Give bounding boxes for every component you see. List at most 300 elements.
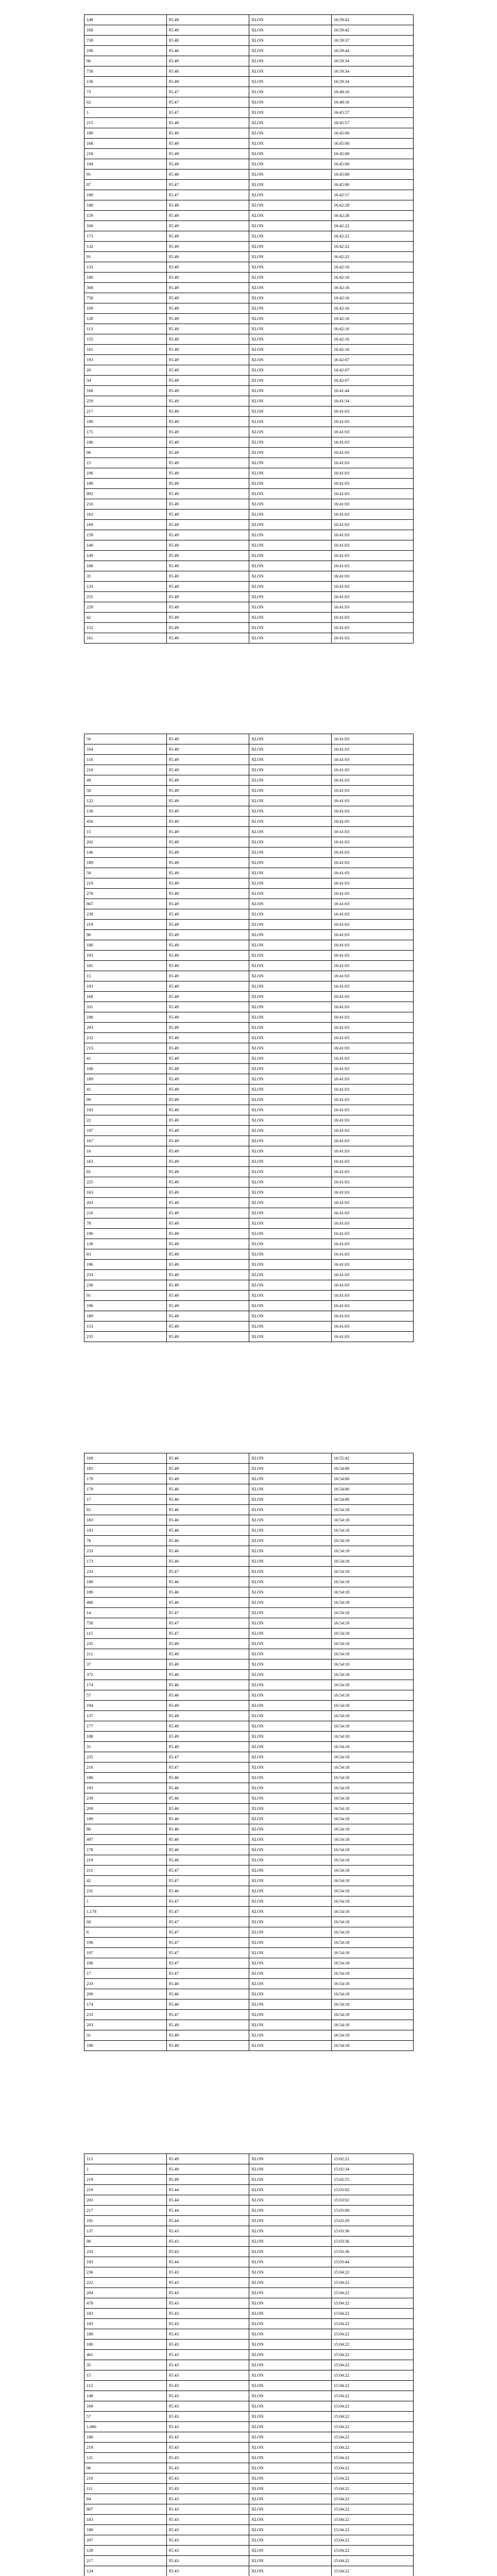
volume-cell: 1,178 bbox=[84, 1907, 167, 1917]
price-cell: ¥5.49 bbox=[167, 25, 249, 36]
venue-cell: XLON bbox=[249, 66, 332, 77]
price-cell: ¥5.49 bbox=[167, 1208, 249, 1218]
time-cell: 16:41:03 bbox=[332, 940, 414, 951]
time-cell: 16:41:03 bbox=[332, 417, 414, 427]
time-cell: 16:41:03 bbox=[332, 1270, 414, 1280]
time-cell: 16:54:18 bbox=[332, 1876, 414, 1886]
price-cell: ¥5.47 bbox=[167, 1567, 249, 1577]
venue-cell: XLON bbox=[249, 159, 332, 170]
venue-cell: XLON bbox=[249, 1146, 332, 1157]
venue-cell: XLON bbox=[249, 1208, 332, 1218]
time-cell: 15:04:22 bbox=[332, 2463, 414, 2473]
price-cell: ¥5.47 bbox=[167, 1608, 249, 1618]
volume-cell: 233 bbox=[84, 1567, 167, 1577]
volume-cell: 180 bbox=[84, 2340, 167, 2350]
time-cell: 16:54:18 bbox=[332, 1969, 414, 1979]
volume-cell: 35 bbox=[84, 2360, 167, 2370]
table-row bbox=[84, 1515, 414, 1526]
price-cell: ¥5.49 bbox=[167, 1115, 249, 1126]
volume-cell: 163 bbox=[84, 510, 167, 520]
volume-cell: 1,086 bbox=[84, 2422, 167, 2432]
table-row bbox=[84, 930, 414, 940]
time-cell: 16:54:18 bbox=[332, 1536, 414, 1546]
volume-cell: 892 bbox=[84, 489, 167, 499]
volume-cell: 148 bbox=[84, 2391, 167, 2401]
venue-cell: XLON bbox=[249, 1629, 332, 1639]
venue-cell: XLON bbox=[249, 25, 332, 36]
volume-cell: 193 bbox=[84, 1526, 167, 1536]
volume-cell: 124 bbox=[84, 2566, 167, 2576]
venue-cell: XLON bbox=[249, 2278, 332, 2288]
table-row bbox=[84, 623, 414, 633]
price-cell: ¥5.49 bbox=[167, 1136, 249, 1146]
time-cell: 16:41:03 bbox=[332, 817, 414, 827]
price-cell: ¥5.49 bbox=[167, 128, 249, 139]
time-cell: 15:04:22 bbox=[332, 2391, 414, 2401]
time-cell: 16:41:03 bbox=[332, 479, 414, 489]
table-row bbox=[84, 1084, 414, 1095]
table-row bbox=[84, 1301, 414, 1311]
venue-cell: XLON bbox=[249, 1157, 332, 1167]
time-cell: 16:54:00 bbox=[332, 1474, 414, 1484]
venue-cell: XLON bbox=[249, 1136, 332, 1146]
time-cell: 16:41:03 bbox=[332, 992, 414, 1002]
volume-cell: 213 bbox=[84, 1043, 167, 1054]
volume-cell: 180 bbox=[84, 940, 167, 951]
volume-cell: 372 bbox=[84, 1670, 167, 1680]
venue-cell: XLON bbox=[249, 2329, 332, 2340]
volume-cell: 91 bbox=[84, 170, 167, 180]
table-row bbox=[84, 221, 414, 231]
time-cell: 16:54:18 bbox=[332, 1546, 414, 1556]
time-cell: 16:54:18 bbox=[332, 1948, 414, 1958]
volume-cell: 190 bbox=[84, 1229, 167, 1239]
volume-cell: 96 bbox=[84, 930, 167, 940]
price-cell: ¥5.49 bbox=[167, 1167, 249, 1177]
time-cell: 16:54:18 bbox=[332, 2020, 414, 2030]
venue-cell: XLON bbox=[249, 2340, 332, 2350]
table-row bbox=[84, 36, 414, 46]
time-cell: 16:41:03 bbox=[332, 551, 414, 561]
price-cell: ¥5.49 bbox=[167, 930, 249, 940]
volume-cell: 200 bbox=[84, 1989, 167, 1999]
venue-cell: XLON bbox=[249, 479, 332, 489]
volume-cell: 140 bbox=[84, 540, 167, 551]
table-row bbox=[84, 1824, 414, 1835]
price-cell: ¥5.46 bbox=[167, 1814, 249, 1824]
venue-cell: XLON bbox=[249, 2030, 332, 2041]
price-cell: ¥5.49 bbox=[167, 868, 249, 878]
venue-cell: XLON bbox=[249, 1546, 332, 1556]
table-row bbox=[84, 314, 414, 324]
venue-cell: XLON bbox=[249, 231, 332, 242]
venue-cell: XLON bbox=[249, 2175, 332, 2185]
table-row bbox=[84, 458, 414, 468]
price-cell: ¥5.49 bbox=[167, 355, 249, 365]
volume-cell: 180 bbox=[84, 2525, 167, 2535]
volume-cell: 168 bbox=[84, 992, 167, 1002]
time-cell: 16:42:28 bbox=[332, 211, 414, 221]
volume-cell: 57 bbox=[84, 1690, 167, 1701]
volume-cell: 96 bbox=[84, 2463, 167, 2473]
time-cell: 16:54:18 bbox=[332, 1659, 414, 1670]
venue-cell: XLON bbox=[249, 1453, 332, 1464]
price-cell: ¥5.44 bbox=[167, 2195, 249, 2206]
time-cell: 16:54:18 bbox=[332, 1526, 414, 1536]
volume-cell: 196 bbox=[84, 1301, 167, 1311]
price-cell: ¥5.49 bbox=[167, 520, 249, 530]
price-cell: ¥5.46 bbox=[167, 1886, 249, 1896]
volume-cell: 202 bbox=[84, 837, 167, 848]
volume-cell: 189 bbox=[84, 1814, 167, 1824]
time-cell: 16:41:03 bbox=[332, 1064, 414, 1074]
time-cell: 15:04:22 bbox=[332, 2525, 414, 2535]
volume-cell: 160 bbox=[84, 25, 167, 36]
table-row bbox=[84, 909, 414, 920]
price-cell: ¥5.43 bbox=[167, 2236, 249, 2247]
price-cell: ¥5.49 bbox=[167, 940, 249, 951]
price-cell: ¥5.47 bbox=[167, 1927, 249, 1938]
time-cell: 16:42:16 bbox=[332, 262, 414, 273]
price-cell: ¥5.43 bbox=[167, 2370, 249, 2381]
volume-cell: 461 bbox=[84, 2350, 167, 2360]
time-cell: 16:41:03 bbox=[332, 1126, 414, 1136]
volume-cell: 196 bbox=[84, 1260, 167, 1270]
table-row bbox=[84, 2515, 414, 2525]
volume-cell: 112 bbox=[84, 2381, 167, 2391]
venue-cell: XLON bbox=[249, 211, 332, 221]
venue-cell: XLON bbox=[249, 252, 332, 262]
time-cell: 16:41:03 bbox=[332, 458, 414, 468]
price-cell: ¥5.49 bbox=[167, 1721, 249, 1732]
venue-cell: XLON bbox=[249, 951, 332, 961]
time-cell: 16:59:34 bbox=[332, 56, 414, 66]
price-cell: ¥5.49 bbox=[167, 458, 249, 468]
volume-cell: 149 bbox=[84, 551, 167, 561]
time-cell: 16:41:03 bbox=[332, 540, 414, 551]
price-cell: ¥5.49 bbox=[167, 571, 249, 582]
table-row bbox=[84, 108, 414, 118]
time-cell: 15:02:34 bbox=[332, 2164, 414, 2175]
venue-cell: XLON bbox=[249, 2412, 332, 2422]
time-cell: 16:59:34 bbox=[332, 77, 414, 87]
price-cell: ¥5.49 bbox=[167, 1084, 249, 1095]
volume-cell: 203 bbox=[84, 1198, 167, 1208]
table-row bbox=[84, 2525, 414, 2535]
time-cell: 16:54:18 bbox=[332, 2010, 414, 2020]
price-cell: ¥5.46 bbox=[167, 1989, 249, 1999]
volume-cell: 219 bbox=[84, 920, 167, 930]
venue-cell: XLON bbox=[249, 520, 332, 530]
table-row bbox=[84, 868, 414, 878]
time-cell: 15:03:36 bbox=[332, 2226, 414, 2236]
time-cell: 16:41:03 bbox=[332, 1291, 414, 1301]
time-cell: 16:54:18 bbox=[332, 1958, 414, 1969]
volume-cell: 115 bbox=[84, 1629, 167, 1639]
table-row bbox=[84, 571, 414, 582]
table-row bbox=[84, 25, 414, 36]
venue-cell: XLON bbox=[249, 858, 332, 868]
volume-cell: 222 bbox=[84, 2278, 167, 2288]
volume-cell: 73 bbox=[84, 87, 167, 97]
table-row bbox=[84, 1218, 414, 1229]
price-cell: ¥5.47 bbox=[167, 1752, 249, 1762]
table-row bbox=[84, 2319, 414, 2329]
volume-cell: 183 bbox=[84, 1515, 167, 1526]
volume-cell: 149 bbox=[84, 15, 167, 25]
price-cell: ¥5.49 bbox=[167, 623, 249, 633]
price-cell: ¥5.49 bbox=[167, 1023, 249, 1033]
price-cell: ¥5.49 bbox=[167, 551, 249, 561]
price-cell: ¥5.43 bbox=[167, 2247, 249, 2257]
table-row bbox=[84, 1845, 414, 1855]
price-cell: ¥5.47 bbox=[167, 87, 249, 97]
time-cell: 16:41:03 bbox=[332, 406, 414, 417]
time-cell: 16:41:03 bbox=[332, 613, 414, 623]
venue-cell: XLON bbox=[249, 2370, 332, 2381]
time-cell: 16:41:03 bbox=[332, 592, 414, 602]
time-cell: 16:54:18 bbox=[332, 1907, 414, 1917]
table-row bbox=[84, 561, 414, 571]
venue-cell: XLON bbox=[249, 1526, 332, 1536]
price-cell: ¥5.49 bbox=[167, 314, 249, 324]
price-cell: ¥5.49 bbox=[167, 510, 249, 520]
venue-cell: XLON bbox=[249, 1505, 332, 1515]
time-cell: 16:41:03 bbox=[332, 437, 414, 448]
price-cell: ¥5.47 bbox=[167, 1618, 249, 1629]
price-cell: ¥5.46 bbox=[167, 1577, 249, 1587]
venue-cell: XLON bbox=[249, 200, 332, 211]
table-row bbox=[84, 2566, 414, 2576]
time-cell: 16:54:18 bbox=[332, 1979, 414, 1989]
volume-cell: 58 bbox=[84, 786, 167, 796]
price-cell: ¥5.46 bbox=[167, 1670, 249, 1680]
table-row bbox=[84, 592, 414, 602]
table-row bbox=[84, 540, 414, 551]
volume-cell: 188 bbox=[84, 1012, 167, 1023]
volume-cell: 196 bbox=[84, 468, 167, 479]
venue-cell: XLON bbox=[249, 1917, 332, 1927]
price-cell: ¥5.49 bbox=[167, 992, 249, 1002]
venue-cell: XLON bbox=[249, 2381, 332, 2391]
venue-cell: XLON bbox=[249, 1886, 332, 1896]
time-cell: 16:41:03 bbox=[332, 1002, 414, 1012]
price-cell: ¥5.43 bbox=[167, 2226, 249, 2236]
table-row bbox=[84, 1711, 414, 1721]
table-row bbox=[84, 2473, 414, 2484]
venue-cell: XLON bbox=[249, 468, 332, 479]
time-cell: 15:04:22 bbox=[332, 2546, 414, 2556]
time-cell: 15:04:22 bbox=[332, 2267, 414, 2278]
venue-cell: XLON bbox=[249, 755, 332, 765]
price-cell: ¥5.49 bbox=[167, 1126, 249, 1136]
volume-cell: 137 bbox=[84, 2226, 167, 2236]
venue-cell: XLON bbox=[249, 1126, 332, 1136]
time-cell: 16:45:00 bbox=[332, 170, 414, 180]
table-row bbox=[84, 2494, 414, 2504]
venue-cell: XLON bbox=[249, 1793, 332, 1804]
venue-cell: XLON bbox=[249, 2546, 332, 2556]
table-row bbox=[84, 324, 414, 334]
table-row bbox=[84, 613, 414, 623]
volume-cell: 41 bbox=[84, 1084, 167, 1095]
volume-cell: 113 bbox=[84, 324, 167, 334]
table-row bbox=[84, 734, 414, 744]
price-cell: ¥5.49 bbox=[167, 1105, 249, 1115]
volume-cell: 91 bbox=[84, 1291, 167, 1301]
venue-cell: XLON bbox=[249, 499, 332, 510]
venue-cell: XLON bbox=[249, 2164, 332, 2175]
price-cell: ¥5.46 bbox=[167, 46, 249, 56]
time-cell: 16:54:18 bbox=[332, 1999, 414, 2010]
venue-cell: XLON bbox=[249, 324, 332, 334]
time-cell: 16:41:03 bbox=[332, 744, 414, 755]
time-cell: 16:54:18 bbox=[332, 1752, 414, 1762]
volume-cell: 211 bbox=[84, 1866, 167, 1876]
table-row bbox=[84, 15, 414, 25]
volume-cell: 331 bbox=[84, 1002, 167, 1012]
time-cell: 16:54:18 bbox=[332, 1938, 414, 1948]
price-cell: ¥5.49 bbox=[167, 961, 249, 971]
table-row bbox=[84, 170, 414, 180]
venue-cell: XLON bbox=[249, 623, 332, 633]
volume-cell: 180 bbox=[84, 200, 167, 211]
table-row bbox=[84, 1321, 414, 1332]
volume-cell: 278 bbox=[84, 889, 167, 899]
volume-cell: 239 bbox=[84, 909, 167, 920]
venue-cell: XLON bbox=[249, 170, 332, 180]
volume-cell: 161 bbox=[84, 633, 167, 643]
price-cell: ¥5.49 bbox=[167, 448, 249, 458]
time-cell: 15:04:22 bbox=[332, 2443, 414, 2453]
volume-cell: 180 bbox=[84, 273, 167, 283]
price-cell: ¥5.49 bbox=[167, 633, 249, 643]
table-row bbox=[84, 118, 414, 128]
time-cell: 16:54:18 bbox=[332, 1814, 414, 1824]
price-cell: ¥5.44 bbox=[167, 2257, 249, 2267]
volume-cell: 133 bbox=[84, 582, 167, 592]
table-row bbox=[84, 1999, 414, 2010]
volume-cell: 37 bbox=[84, 1659, 167, 1670]
volume-cell: 189 bbox=[84, 1587, 167, 1598]
volume-cell: 758 bbox=[84, 66, 167, 77]
venue-cell: XLON bbox=[249, 817, 332, 827]
venue-cell: XLON bbox=[249, 406, 332, 417]
time-cell: 16:42:07 bbox=[332, 365, 414, 376]
price-cell: ¥5.49 bbox=[167, 1229, 249, 1239]
time-cell: 16:41:03 bbox=[332, 1033, 414, 1043]
venue-cell: XLON bbox=[249, 273, 332, 283]
price-cell: ¥5.47 bbox=[167, 1907, 249, 1917]
volume-cell: 34 bbox=[84, 376, 167, 386]
time-cell: 16:41:03 bbox=[332, 1229, 414, 1239]
table-row bbox=[84, 1979, 414, 1989]
venue-cell: XLON bbox=[249, 1105, 332, 1115]
trades-table bbox=[84, 14, 414, 643]
price-cell: ¥5.49 bbox=[167, 1291, 249, 1301]
time-cell: 16:59:34 bbox=[332, 66, 414, 77]
volume-cell: 259 bbox=[84, 396, 167, 406]
venue-cell: XLON bbox=[249, 77, 332, 87]
volume-cell: 233 bbox=[84, 1546, 167, 1556]
time-cell: 16:41:03 bbox=[332, 602, 414, 613]
volume-cell: 152 bbox=[84, 623, 167, 633]
table-row bbox=[84, 1598, 414, 1608]
venue-cell: XLON bbox=[249, 1598, 332, 1608]
time-cell: 16:41:03 bbox=[332, 930, 414, 940]
venue-cell: XLON bbox=[249, 2535, 332, 2546]
volume-cell: 136 bbox=[84, 1239, 167, 1249]
volume-cell: 217 bbox=[84, 2206, 167, 2216]
price-cell: ¥5.43 bbox=[167, 2267, 249, 2278]
volume-cell: 236 bbox=[84, 2267, 167, 2278]
table-row bbox=[84, 190, 414, 200]
venue-cell: XLON bbox=[249, 1618, 332, 1629]
venue-cell: XLON bbox=[249, 971, 332, 981]
price-cell: ¥5.49 bbox=[167, 479, 249, 489]
price-cell: ¥5.47 bbox=[167, 1762, 249, 1773]
time-cell: 16:54:18 bbox=[332, 1515, 414, 1526]
volume-cell: 60 bbox=[84, 1917, 167, 1927]
venue-cell: XLON bbox=[249, 510, 332, 520]
table-row bbox=[84, 149, 414, 159]
volume-cell: 35 bbox=[84, 571, 167, 582]
volume-cell: 1 bbox=[84, 108, 167, 118]
venue-cell: XLON bbox=[249, 1043, 332, 1054]
table-row bbox=[84, 303, 414, 314]
volume-cell: 41 bbox=[84, 1054, 167, 1064]
table-row bbox=[84, 961, 414, 971]
venue-cell: XLON bbox=[249, 530, 332, 540]
volume-cell: 31 bbox=[84, 1742, 167, 1752]
volume-cell: 196 bbox=[84, 1958, 167, 1969]
price-cell: ¥5.47 bbox=[167, 1948, 249, 1958]
time-cell: 16:41:03 bbox=[332, 623, 414, 633]
venue-cell: XLON bbox=[249, 242, 332, 252]
price-cell: ¥5.44 bbox=[167, 2216, 249, 2226]
table-row bbox=[84, 2020, 414, 2030]
venue-cell: XLON bbox=[249, 940, 332, 951]
time-cell: 16:42:57 bbox=[332, 190, 414, 200]
venue-cell: XLON bbox=[249, 837, 332, 848]
volume-cell: 231 bbox=[84, 1886, 167, 1896]
time-cell: 16:41:03 bbox=[332, 1249, 414, 1260]
table-row bbox=[84, 417, 414, 427]
venue-cell: XLON bbox=[249, 1999, 332, 2010]
price-cell: ¥5.46 bbox=[167, 1979, 249, 1989]
table-row bbox=[84, 510, 414, 520]
time-cell: 16:54:18 bbox=[332, 1855, 414, 1866]
price-cell: ¥5.49 bbox=[167, 817, 249, 827]
volume-cell: 155 bbox=[84, 334, 167, 345]
price-cell: ¥5.48 bbox=[167, 118, 249, 128]
table-row bbox=[84, 87, 414, 97]
table-row bbox=[84, 1023, 414, 1033]
trades-table bbox=[84, 1453, 414, 2051]
volume-cell: 204 bbox=[84, 2288, 167, 2298]
volume-cell: 137 bbox=[84, 1711, 167, 1721]
price-cell: ¥5.49 bbox=[167, 242, 249, 252]
table-row bbox=[84, 1115, 414, 1126]
volume-cell: 62 bbox=[84, 97, 167, 108]
time-cell: 16:41:03 bbox=[332, 582, 414, 592]
venue-cell: XLON bbox=[249, 633, 332, 643]
price-cell: ¥5.49 bbox=[167, 1474, 249, 1484]
table-row bbox=[84, 1546, 414, 1556]
table-row bbox=[84, 744, 414, 755]
table-row bbox=[84, 1280, 414, 1291]
venue-cell: XLON bbox=[249, 118, 332, 128]
